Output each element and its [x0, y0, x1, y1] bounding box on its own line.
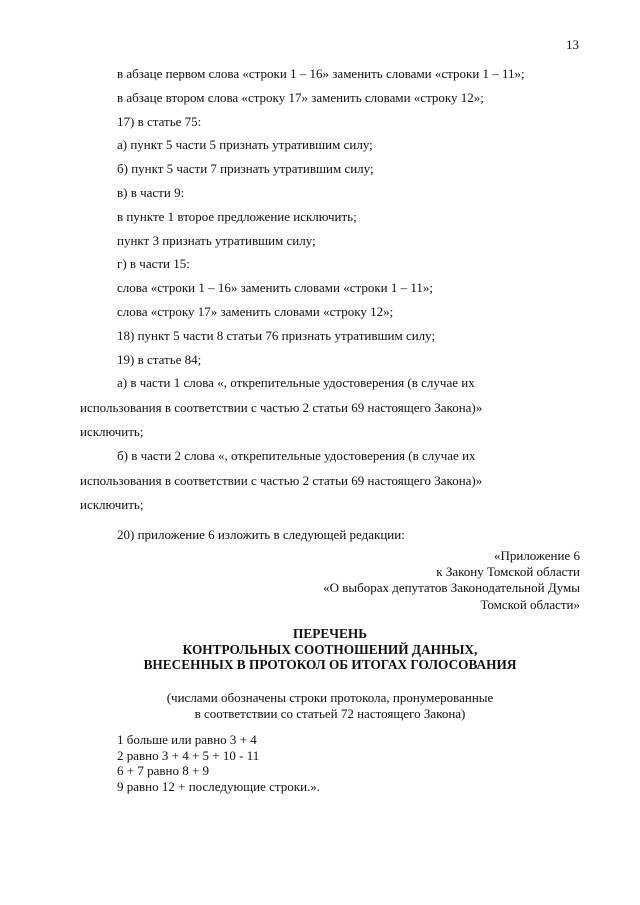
text-line: в пункте 1 второе предложение исключить; — [117, 208, 357, 224]
para-b-line-3: исключить; — [80, 497, 144, 513]
text-line: в абзаце первом слова «строки 1 – 16» заменить словами «строки 1 – 11»; — [117, 66, 525, 81]
annex-line-2: к Закону Томской области — [436, 564, 580, 580]
text-line: пункт 3 признать утратившим силу; — [117, 232, 316, 248]
para-a-line-2: использования в соответствии с частью 2 статьи 69 настоящего Закона)» — [80, 399, 483, 415]
title-note — [80, 690, 580, 722]
text-line: г) в части 15: — [117, 256, 190, 272]
section-title — [80, 626, 580, 673]
relation-item: 2 равно 3 + 4 + 5 + 10 - 11 — [117, 747, 260, 763]
text-line: в) в части 9: — [117, 184, 185, 200]
annex-line-1: «Приложение 6 — [493, 548, 580, 563]
annex-line-4: Томской области» — [480, 596, 580, 612]
para-a-line-3: исключить; — [80, 424, 144, 440]
relation-item: 6 + 7 равно 8 + 9 — [117, 763, 210, 779]
annex-line-3: «О выборах депутатов Законодательной Думы — [323, 580, 580, 596]
note-line-1: (числами обозначены строки протокола, пронумерованные — [166, 690, 494, 705]
page-number: 13 — [566, 37, 579, 52]
text-line: слова «строку 17» заменить словами «строку 12»; — [117, 303, 394, 319]
title-line-2: КОНТРОЛЬНЫХ СООТНОШЕНИЙ ДАННЫХ, — [182, 641, 478, 657]
para-b-line-2: использования в соответствии с частью 2 статьи 69 настоящего Закона)» — [80, 472, 483, 488]
para-a-line-1: а) в части 1 слова «, открепительные удостоверения (в случае их — [117, 375, 475, 391]
note-line-2: в соответствии со статьей 72 настоящего Закона) — [194, 706, 466, 721]
text-line: в абзаце втором слова «строку 17» заменить словами «строку 12»; — [117, 89, 484, 105]
text-line: 19) в статье 84; — [117, 351, 202, 367]
para-b-line-1: б) в части 2 слова «, открепительные удостоверения (в случае их — [117, 448, 476, 464]
title-line-3: ВНЕСЕННЫХ В ПРОТОКОЛ ОБ ИТОГАХ ГОЛОСОВАНИЯ — [143, 657, 517, 673]
text-line: 18) пункт 5 части 8 статьи 76 признать утратившим силу; — [117, 327, 436, 343]
item-20: 20) приложение 6 изложить в следующей редакции: — [117, 526, 405, 542]
annex-header — [323, 548, 580, 613]
relation-item: 1 больше или равно 3 + 4 — [117, 732, 257, 747]
relation-item: 9 равно 12 + последующие строки.». — [117, 778, 321, 794]
relations-list — [117, 732, 320, 794]
text-line: слова «строки 1 – 16» заменить словами «строки 1 – 11»; — [117, 280, 433, 296]
text-line: б) пункт 5 части 7 признать утратившим силу; — [117, 161, 374, 177]
title-line-1: ПЕРЕЧЕНЬ — [293, 626, 367, 641]
text-line: 17) в статье 75: — [117, 113, 202, 129]
text-line: а) пункт 5 части 5 признать утратившим силу; — [117, 137, 373, 153]
document-body — [80, 62, 580, 547]
